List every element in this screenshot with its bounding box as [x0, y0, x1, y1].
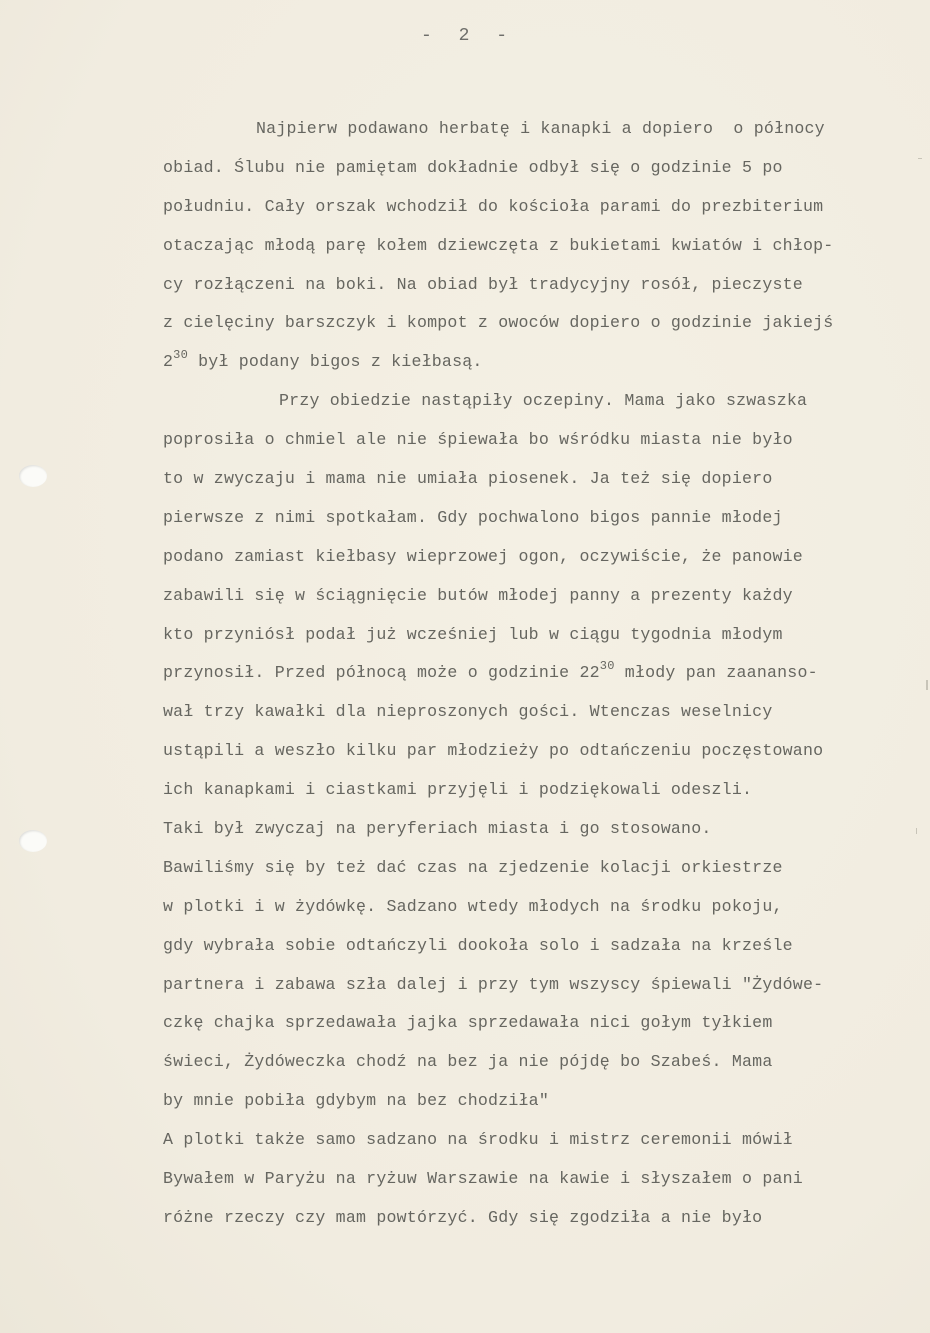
punch-hole-top	[19, 465, 47, 487]
text-line: kto przyniósł podał już wcześniej lub w ciągu tygodnia młodym	[163, 624, 783, 644]
superscript-time: 30	[173, 348, 188, 363]
text-line: A plotki także samo sadzano na środku i mistrz ceremonii mówił	[163, 1130, 793, 1150]
text-line: w plotki i w żydówkę. Sadzano wtedy młodych na środku pokoju,	[163, 896, 783, 916]
text-line: południu. Cały orszak wchodził do kościoła parami do prezbiterium	[163, 196, 824, 216]
text-line: obiad. Ślubu nie pamiętam dokładnie odbył się o godzinie 5 po	[163, 157, 783, 177]
text-line: poprosiła o chmiel ale nie śpiewała bo wśródku miasta nie było	[163, 430, 793, 450]
text-line: Bywałem w Paryżu na ryżuw Warszawie na kawie i słyszałem o pani	[163, 1169, 803, 1189]
text-line: ich kanapkami i ciastkami przyjęli i podziękowali odeszli.	[163, 780, 753, 800]
page-number-value: 2	[458, 26, 472, 46]
page-number	[0, 26, 930, 46]
text-line: Taki był zwyczaj na peryferiach miasta i go stosowano.	[163, 819, 712, 839]
text-line: z cielęciny barszczyk i kompot z owoców dopiero o godzinie jakiejś	[163, 313, 834, 333]
text-line: gdy wybrała sobie odtańczyli dookoła solo i sadzała na krześle	[163, 935, 793, 955]
body-text	[163, 110, 930, 1238]
text-line: Bawiliśmy się by też dać czas na zjedzenie kolacji orkiestrze	[163, 857, 783, 877]
text-line: Najpierw podawano herbatę i kanapki a dopiero o północy	[256, 119, 825, 138]
text-segment: przynosił. Przed północą może o godzinie 22	[163, 663, 600, 683]
text-line: otaczając młodą parę kołem dziewczęta z bukietami kwiatów i chłop-	[163, 235, 834, 255]
text-line: Przy obiedzie nastąpiły oczepiny. Mama jako szwaszka	[279, 391, 808, 411]
page-number-dash-right: -	[496, 26, 510, 46]
text-line: czkę chajka sprzedawała jajka sprzedawała nici gołym tyłkiem	[163, 1013, 773, 1033]
text-segment: 2	[163, 352, 174, 372]
text-segment: młody pan zaananso-	[614, 663, 818, 683]
text-segment: był podany bigos z kiełbasą.	[187, 352, 483, 372]
text-line: zabawili się w ściągnięcie butów młodej panny a prezenty każdy	[163, 585, 793, 605]
text-line: ustąpili a weszło kilku par młodzieży po odtańczeniu poczęstowano	[163, 741, 824, 761]
text-line	[163, 343, 930, 382]
text-line	[163, 654, 930, 693]
superscript-time: 30	[599, 659, 615, 674]
text-line: by mnie pobiła gdybym na bez chodziła"	[163, 1091, 549, 1111]
text-line: podano zamiast kiełbasy wieprzowej ogon, oczywiście, że panowie	[163, 546, 803, 566]
text-line: różne rzeczy czy mam powtórzyć. Gdy się zgodziła a nie było	[163, 1207, 763, 1227]
text-line: pierwsze z nimi spotkałam. Gdy pochwalono bigos pannie młodej	[163, 507, 783, 527]
punch-hole-bottom	[19, 830, 47, 852]
text-line: partnera i zabawa szła dalej i przy tym wszyscy śpiewali "Żydówe-	[163, 974, 824, 994]
text-line: świeci, Żydóweczka chodź na bez ja nie pójdę bo Szabeś. Mama	[163, 1052, 773, 1072]
text-line: wał trzy kawałki dla nieproszonych gości. Wtenczas weselnicy	[163, 702, 773, 722]
text-line: cy rozłączeni na boki. Na obiad był tradycyjny rosół, pieczyste	[163, 274, 803, 294]
page-number-dash-left: -	[420, 26, 434, 46]
text-line: to w zwyczaju i mama nie umiała piosenek. Ja też się dopiero	[163, 469, 773, 489]
